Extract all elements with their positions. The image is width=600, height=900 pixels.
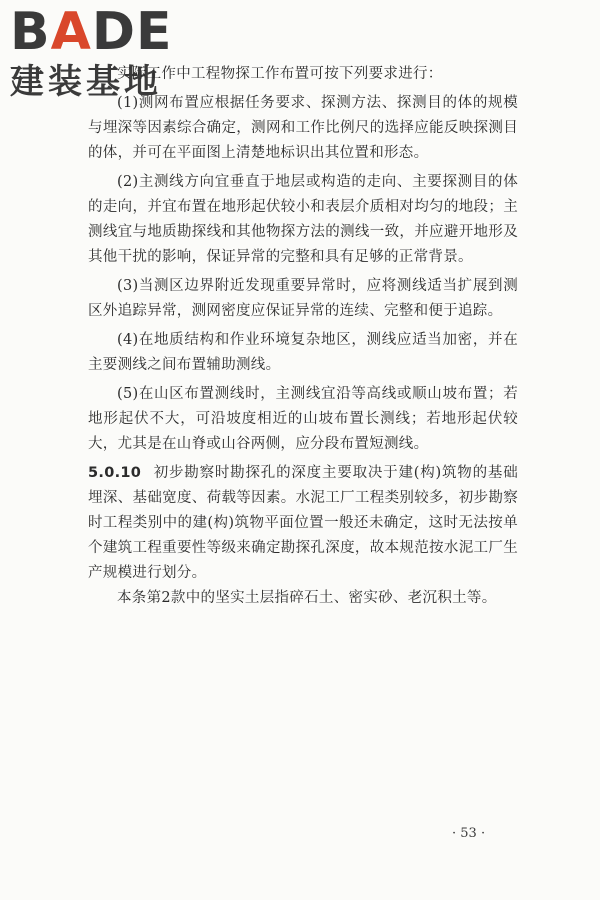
watermark-brand (10, 2, 173, 62)
watermark-brand-accent: A (50, 2, 92, 62)
closing-paragraph: 本条第2款中的坚实土层指碎石土、密实砂、老沉积土等。 (117, 590, 497, 606)
clause-number: 5.0.10 (88, 465, 142, 481)
intro-paragraph: 实际工作中工程物探工作布置可按下列要求进行： (117, 66, 443, 82)
requirement-item-5: (5)在山区布置测线时，主测线宜沿等高线或顺山坡布置；若地形起伏不大，可沿坡度相近的山坡布置长测线；若地形起伏较大，尤其是在山脊或山谷两侧，应分段布置短测线。 (88, 386, 518, 452)
requirement-item-4: (4)在地质结构和作业环境复杂地区，测线应适当加密，并在主要测线之间布置辅助测线。 (88, 332, 518, 373)
page-number: · 53 · (452, 826, 486, 841)
watermark-subtitle: 建装基地 (10, 62, 162, 102)
requirement-item-1: (1)测网布置应根据任务要求、探测方法、探测目的体的规模与埋深等因素综合确定，测网和工作比例尺的选择应能反映探测目的体，并可在平面图上清楚地标识出其位置和形态。 (88, 95, 518, 161)
document-body (88, 62, 518, 611)
requirement-item-3: (3)当测区边界附近发现重要异常时，应将测线适当扩展到测区外追踪异常，测网密度应保证异常的连续、完整和便于追踪。 (88, 278, 518, 319)
watermark-brand-start: B (10, 2, 51, 62)
watermark-brand-end: DE (91, 2, 173, 62)
requirement-item-2: (2)主测线方向宜垂直于地层或构造的走向、主要探测目的体的走向，并宜布置在地形起伏较小和表层介质相对均匀的地段；主测线宜与地质勘探线和其他物探方法的测线一致，并应避开地形及其他干扰的影响，保证异常的完整和具有足够的正常背景。 (88, 174, 518, 265)
clause-text: 初步勘察时勘探孔的深度主要取决于建(构)筑物的基础埋深、基础宽度、荷载等因素。水泥工厂工程类别较多，初步勘察时工程类别中的建(构)筑物平面位置一般还未确定，这时无法按单个建筑工程重要性等级来确定勘探孔深度，故本规范按水泥工厂生产规模进行划分。 (88, 465, 518, 581)
clause-paragraph (88, 461, 518, 586)
